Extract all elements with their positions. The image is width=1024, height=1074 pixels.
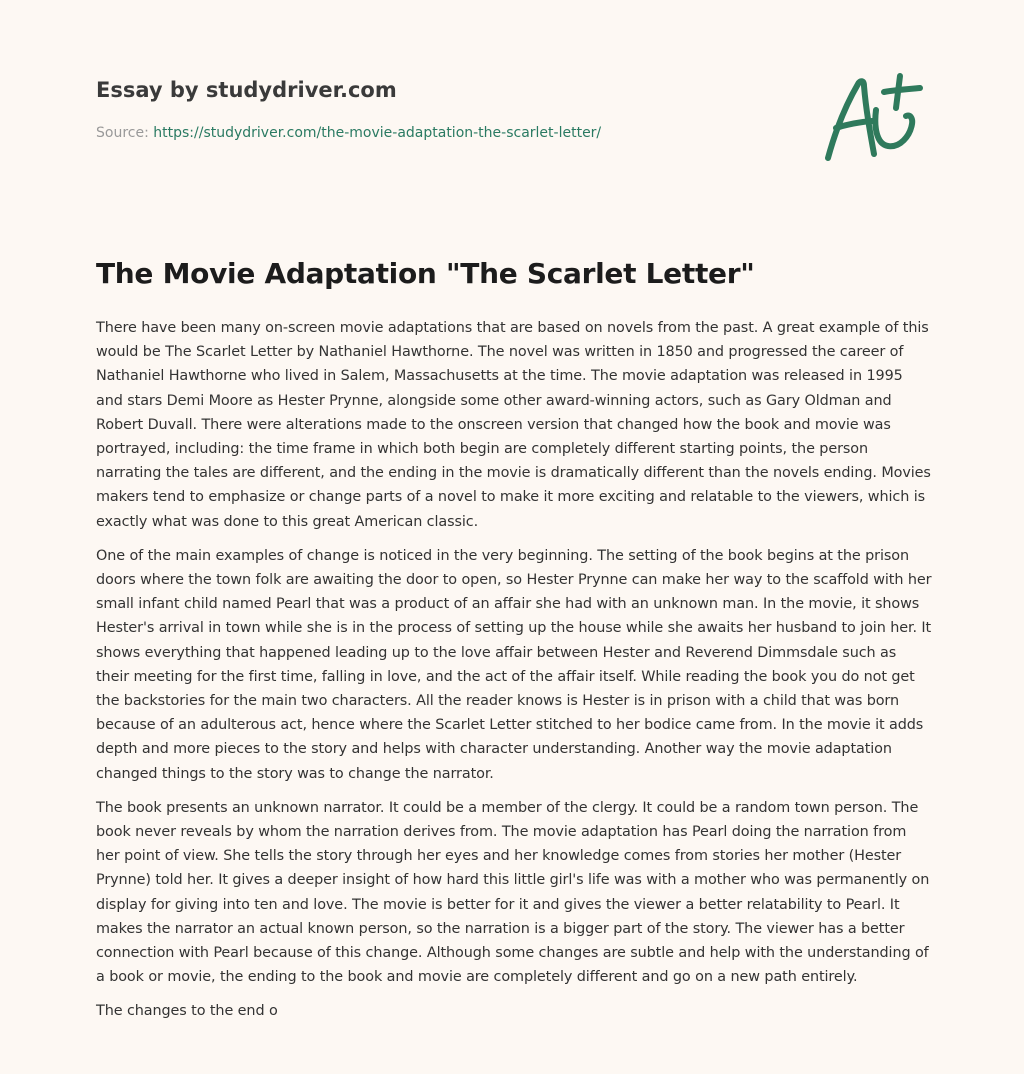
source-link[interactable]: https://studydriver.com/the-movie-adaptation-the-scarlet-letter/: [153, 125, 602, 141]
source-label: Source:: [96, 125, 154, 141]
essay-paragraph: The book presents an unknown narrator. It could be a member of the clergy. It could be a random town person. The book never reveals by whom the narration derives from. The movie adaptation has Pearl doing the narration from her point of view. She tells the story through her eyes and her knowledge comes from stories her mother (Hester Prynne) told her. It gives a deeper insight of how hard this little girl's life was with a mother who was permanently on display for giving into ten and love. The movie is better for it and gives the viewer a better relatability to Pearl. It makes the narrator an actual known person, so the narration is a bigger part of the story. The viewer has a better connection with Pearl because of this change. Although some changes are subtle and help with the understanding of a book or movie, the ending to the book and movie are completely different and go on a new path entirely.: [96, 799, 930, 986]
essay-title: The Movie Adaptation "The Scarlet Letter": [96, 257, 755, 290]
essay-paragraph: There have been many on-screen movie adaptations that are based on novels from the past. A great example of this would be The Scarlet Letter by Nathaniel Hawthorne. The novel was written in 1850 and progressed the career of Nathaniel Hawthorne who lived in Salem, Massachusetts at the time. The movie adaptation was released in 1995 and stars Demi Moore as Hester Prynne, alongside some other award-winning actors, such as Gary Oldman and Robert Duvall. There were alterations made to the onscreen version that changed how the book and movie was portrayed, including: the time frame in which both begin are completely different starting points, the person narrating the tales are different, and the ending in the movie is dramatically different than the novels ending. Movies makers tend to emphasize or change parts of a novel to make it more exciting and relatable to the viewers, which is exactly what was done to this great American classic.: [96, 320, 931, 530]
essay-body: [96, 316, 932, 1034]
essay-header: [96, 76, 796, 142]
essay-paragraph: One of the main examples of change is noticed in the very beginning. The setting of the book begins at the prison doors where the town folk are awaiting the door to open, so Hester Prynne can make her way to the scaffold with her small infant child named Pearl that was a product of an affair she had with an unknown man. In the movie, it shows Hester's arrival in town while she is in the process of setting up the house while she awaits her husband to join her. It shows everything that happened leading up to the love affair between Hester and Reverend Dimmsdale such as their meeting for the first time, falling in love, and the act of the affair itself. While reading the book you do not get the backstories for the main two characters. All the reader knows is Hester is in prison with a child that was born because of an adulterous act, hence where the Scarlet Letter stitched to her bodice came from. In the movie it adds depth and more pieces to the story and helps with character understanding. Another way the movie adaptation changed things to the story was to change the narrator.: [96, 547, 932, 782]
a-plus-logo-icon: [820, 66, 930, 166]
essay-paragraph-truncated: The changes to the end o: [96, 1003, 278, 1020]
brand-title: Essay by studydriver.com: [96, 78, 397, 102]
source-line: [96, 124, 796, 142]
